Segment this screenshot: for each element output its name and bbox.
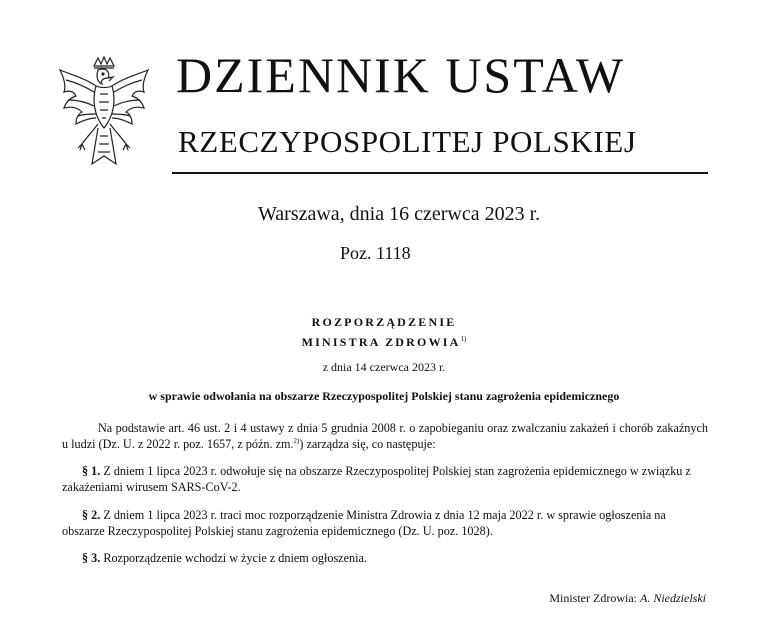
preamble-paragraph — [62, 420, 708, 452]
section-1-text: Z dniem 1 lipca 2023 r. odwołuje się na obszarze Rzeczypospolitej Polskiej stan zagrożenia epidemicznego w związku z zakażeniami wirusem SARS-CoV-2. — [62, 464, 691, 494]
act-issuer — [0, 335, 768, 350]
act-type: ROZPORZĄDZENIE — [311, 315, 457, 329]
act-subject: w sprawie odwołania na obszarze Rzeczypospolitej Polskiej stanu zagrożenia epidemicznego — [148, 389, 620, 403]
publication-position: Poz. 1118 — [340, 243, 411, 263]
polish-eagle-emblem-icon — [56, 56, 152, 168]
issuer-footnote-ref: 1) — [460, 335, 467, 343]
masthead-title: DZIENNIK USTAW — [176, 47, 626, 103]
section-2-mark: § 2. — [82, 508, 101, 522]
section-1 — [62, 463, 708, 495]
preamble-footnote-ref: 2) — [293, 436, 300, 445]
masthead-subtitle: RZECZYPOSPOLITEJ POLSKIEJ — [178, 124, 637, 159]
publication-place-date: Warszawa, dnia 16 czerwca 2023 r. — [258, 203, 541, 225]
section-1-mark: § 1. — [82, 464, 101, 478]
signature-block — [549, 591, 706, 606]
signature-role: Minister Zdrowia: — [549, 591, 640, 605]
section-3-mark: § 3. — [82, 551, 101, 565]
section-3-text: Rozporządzenie wchodzi w życie z dniem ogłoszenia. — [100, 551, 367, 565]
section-2-text: Z dniem 1 lipca 2023 r. traci moc rozporządzenie Ministra Zdrowia z dnia 12 maja 2022 r. w sprawie ogłoszenia na obszarze Rzeczypospolitej Polskiej stanu zagrożenia epidemicznego (Dz. U. poz. 1028). — [62, 508, 666, 538]
section-3 — [62, 550, 708, 566]
preamble-text-start: Na podstawie art. 46 ust. 2 i 4 ustawy z dnia 5 grudnia 2008 r. o zapobieganiu oraz zwalczaniu zakażeń i chorób zakaźnych u ludzi (Dz. U. z 2022 r. poz. 1657, z późn. zm. — [62, 421, 708, 451]
signature-name: A. Niedzielski — [640, 591, 706, 605]
section-2 — [62, 507, 708, 539]
preamble-text-end: ) zarządza się, co następuje: — [299, 437, 436, 451]
act-issuer-name: MINISTRA ZDROWIA — [301, 335, 461, 349]
masthead-divider — [172, 172, 708, 174]
act-date: z dnia 14 czerwca 2023 r. — [322, 360, 446, 374]
